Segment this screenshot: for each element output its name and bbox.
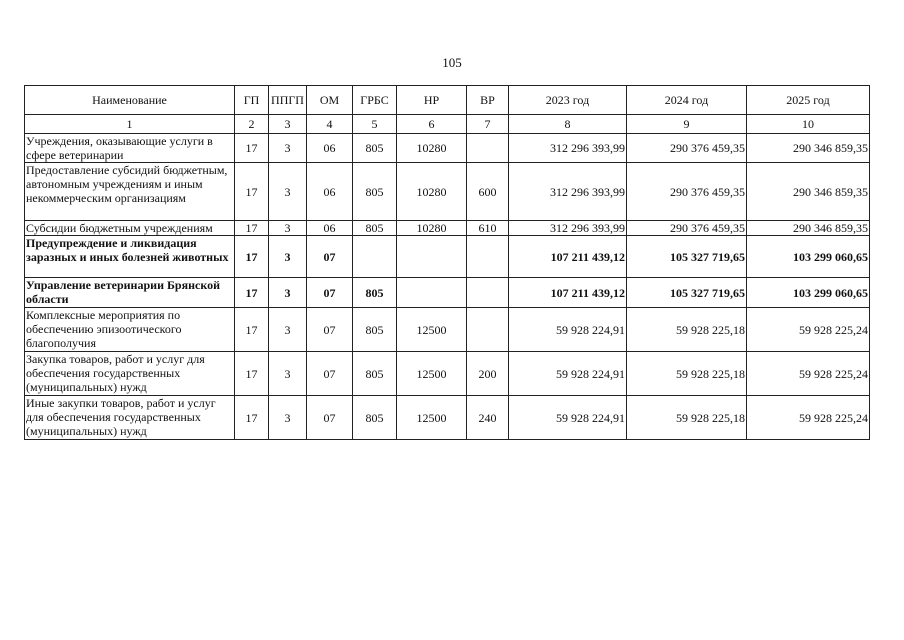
amount-2025: 290 346 859,35 (747, 134, 870, 163)
ppgp-cell: 3 (269, 221, 307, 236)
header-2024: 2024 год (627, 86, 747, 115)
column-number: 10 (747, 115, 870, 134)
table-row (25, 163, 870, 221)
table-row (25, 308, 870, 352)
column-number: 6 (397, 115, 467, 134)
grbs-cell: 805 (353, 221, 397, 236)
row-name: Учреждения, оказывающие услуги в сфере ветеринарии (25, 134, 235, 163)
column-number: 2 (235, 115, 269, 134)
nr-cell: 12500 (397, 352, 467, 396)
column-number-row (25, 115, 870, 134)
om-cell: 06 (307, 134, 353, 163)
nr-cell: 12500 (397, 396, 467, 440)
row-name: Предоставление субсидий бюджетным, автономным учреждениям и иным некоммерческим организациям (25, 163, 235, 221)
table-row (25, 134, 870, 163)
page-number: 105 (442, 55, 462, 70)
row-name: Закупка товаров, работ и услуг для обеспечения государственных (муниципальных) нужд (25, 352, 235, 396)
nr-cell (397, 236, 467, 278)
ppgp-cell: 3 (269, 134, 307, 163)
amount-2025: 59 928 225,24 (747, 352, 870, 396)
table-row (25, 236, 870, 278)
grbs-cell: 805 (353, 352, 397, 396)
header-nr: НР (397, 86, 467, 115)
vr-cell (467, 308, 509, 352)
table-row (25, 352, 870, 396)
row-name: Управление ветеринарии Брянской области (25, 278, 235, 308)
amount-2024: 59 928 225,18 (627, 352, 747, 396)
nr-cell: 12500 (397, 308, 467, 352)
om-cell: 06 (307, 221, 353, 236)
amount-2024: 290 376 459,35 (627, 134, 747, 163)
gp-cell: 17 (235, 134, 269, 163)
vr-cell: 610 (467, 221, 509, 236)
amount-2024: 59 928 225,18 (627, 396, 747, 440)
amount-2025: 59 928 225,24 (747, 308, 870, 352)
om-cell: 07 (307, 308, 353, 352)
vr-cell: 200 (467, 352, 509, 396)
row-name: Иные закупки товаров, работ и услуг для обеспечения государственных (муниципальных) нужд (25, 396, 235, 440)
gp-cell: 17 (235, 163, 269, 221)
budget-table (24, 85, 870, 440)
row-name: Комплексные мероприятия по обеспечению эпизоотического благополучия (25, 308, 235, 352)
amount-2024: 105 327 719,65 (627, 278, 747, 308)
table-row (25, 396, 870, 440)
header-om: ОМ (307, 86, 353, 115)
column-number: 8 (509, 115, 627, 134)
ppgp-cell: 3 (269, 308, 307, 352)
gp-cell: 17 (235, 396, 269, 440)
amount-2025: 103 299 060,65 (747, 236, 870, 278)
table-body (25, 134, 870, 440)
om-cell: 07 (307, 278, 353, 308)
grbs-cell: 805 (353, 278, 397, 308)
grbs-cell: 805 (353, 163, 397, 221)
amount-2023: 59 928 224,91 (509, 396, 627, 440)
om-cell: 07 (307, 236, 353, 278)
column-number: 1 (25, 115, 235, 134)
nr-cell (397, 278, 467, 308)
ppgp-cell: 3 (269, 236, 307, 278)
header-2025: 2025 год (747, 86, 870, 115)
column-number: 5 (353, 115, 397, 134)
header-name: Наименование (25, 86, 235, 115)
amount-2023: 107 211 439,12 (509, 236, 627, 278)
ppgp-cell: 3 (269, 352, 307, 396)
header-2023: 2023 год (509, 86, 627, 115)
header-gp: ГП (235, 86, 269, 115)
amount-2024: 59 928 225,18 (627, 308, 747, 352)
om-cell: 06 (307, 163, 353, 221)
ppgp-cell: 3 (269, 163, 307, 221)
amount-2024: 290 376 459,35 (627, 163, 747, 221)
gp-cell: 17 (235, 308, 269, 352)
vr-cell (467, 236, 509, 278)
gp-cell: 17 (235, 352, 269, 396)
column-number: 9 (627, 115, 747, 134)
vr-cell (467, 134, 509, 163)
column-number: 3 (269, 115, 307, 134)
amount-2025: 59 928 225,24 (747, 396, 870, 440)
nr-cell: 10280 (397, 134, 467, 163)
amount-2023: 312 296 393,99 (509, 163, 627, 221)
vr-cell (467, 278, 509, 308)
vr-cell: 600 (467, 163, 509, 221)
gp-cell: 17 (235, 278, 269, 308)
vr-cell: 240 (467, 396, 509, 440)
amount-2023: 312 296 393,99 (509, 134, 627, 163)
amount-2024: 105 327 719,65 (627, 236, 747, 278)
amount-2023: 107 211 439,12 (509, 278, 627, 308)
row-name: Предупреждение и ликвидация заразных и иных болезней животных (25, 236, 235, 278)
grbs-cell: 805 (353, 134, 397, 163)
amount-2025: 290 346 859,35 (747, 221, 870, 236)
header-row (25, 86, 870, 115)
amount-2023: 59 928 224,91 (509, 352, 627, 396)
amount-2025: 290 346 859,35 (747, 163, 870, 221)
grbs-cell: 805 (353, 396, 397, 440)
om-cell: 07 (307, 396, 353, 440)
column-number: 7 (467, 115, 509, 134)
gp-cell: 17 (235, 221, 269, 236)
header-vr: ВР (467, 86, 509, 115)
column-number: 4 (307, 115, 353, 134)
table-row (25, 278, 870, 308)
table-row (25, 221, 870, 236)
gp-cell: 17 (235, 236, 269, 278)
amount-2023: 59 928 224,91 (509, 308, 627, 352)
ppgp-cell: 3 (269, 396, 307, 440)
grbs-cell: 805 (353, 308, 397, 352)
nr-cell: 10280 (397, 221, 467, 236)
om-cell: 07 (307, 352, 353, 396)
ppgp-cell: 3 (269, 278, 307, 308)
nr-cell: 10280 (397, 163, 467, 221)
header-grbs: ГРБС (353, 86, 397, 115)
amount-2023: 312 296 393,99 (509, 221, 627, 236)
amount-2024: 290 376 459,35 (627, 221, 747, 236)
grbs-cell (353, 236, 397, 278)
header-ppgp: ППГП (269, 86, 307, 115)
row-name: Субсидии бюджетным учреждениям (25, 221, 235, 236)
amount-2025: 103 299 060,65 (747, 278, 870, 308)
